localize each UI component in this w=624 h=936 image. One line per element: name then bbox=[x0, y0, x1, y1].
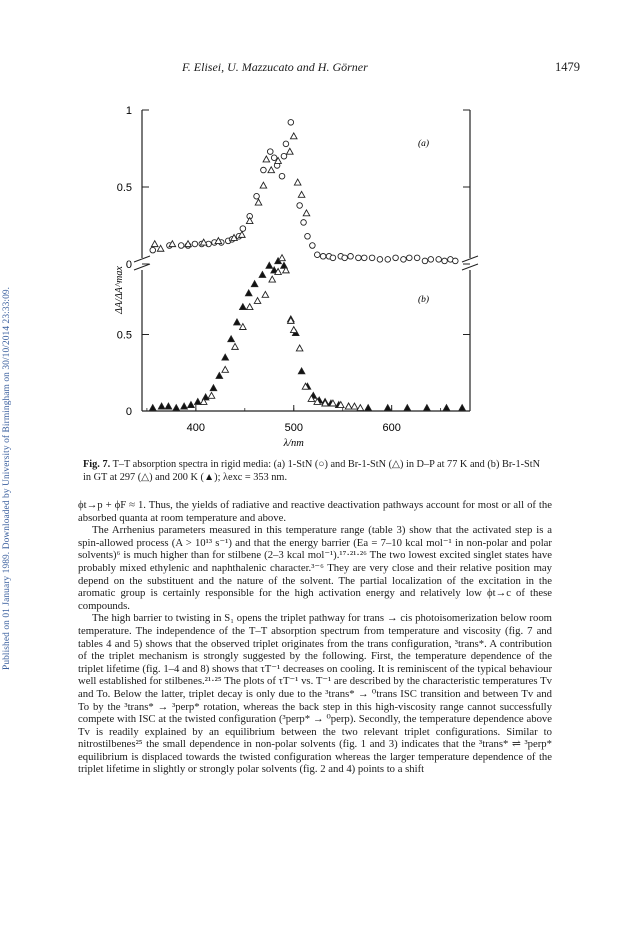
panel-label: (a) bbox=[418, 139, 430, 149]
circle-marker bbox=[377, 257, 383, 263]
filled-triangle-marker bbox=[216, 373, 223, 379]
x-axis-label: λ/nm bbox=[283, 438, 304, 449]
open-triangle-marker bbox=[232, 343, 239, 349]
circle-marker bbox=[406, 255, 412, 261]
paragraph: The Arrhenius parameters measured in this temperature range (table 3) show that the activated step is a spin-allowed process (A > 10¹³ s⁻¹) and that the energy barrier (Ea = 7–10 kcal mol⁻¹ in non-polar and polar solvents)⁶ is much higher than for stilbene (2–3 kcal mol⁻¹).¹⁷·²¹·²⁶ The two lowest excited singlet states have probably mixed ethylenic and naphthalenic character.³⁻⁶ They are very close and their relative position may depend on the substituent and the nature of the solvent. The partial localization of the excitation in the aromatic group is certainly responsible for the high activation energy and relatively low ϕt→c of these compounds. bbox=[78, 524, 552, 612]
open-triangle-marker bbox=[255, 199, 262, 205]
open-triangle-marker bbox=[279, 255, 286, 261]
open-triangle-marker bbox=[290, 133, 297, 139]
filled-triangle-marker bbox=[222, 354, 229, 360]
circle-marker bbox=[442, 258, 448, 264]
circle-marker bbox=[348, 253, 354, 259]
running-header-authors: F. Elisei, U. Mazzucato and H. Görner bbox=[182, 60, 368, 74]
circle-marker bbox=[320, 253, 326, 259]
circle-marker bbox=[305, 233, 311, 239]
y-tick-label: 0 bbox=[125, 406, 132, 418]
circle-marker bbox=[393, 255, 399, 261]
y-tick-label: 1 bbox=[125, 105, 132, 117]
filled-triangle-marker bbox=[245, 290, 252, 296]
circle-marker bbox=[436, 257, 442, 263]
open-triangle-marker bbox=[269, 276, 276, 282]
x-tick-label: 500 bbox=[284, 422, 303, 434]
filled-triangle-marker bbox=[240, 304, 247, 310]
filled-triangle-marker bbox=[404, 405, 411, 411]
filled-triangle-marker bbox=[259, 272, 266, 278]
open-triangle-marker bbox=[303, 210, 310, 216]
figure-7 bbox=[0, 0, 624, 460]
open-triangle-marker bbox=[240, 324, 247, 330]
circle-marker bbox=[281, 153, 287, 159]
open-triangle-marker bbox=[345, 403, 352, 409]
open-triangle-marker bbox=[296, 345, 303, 351]
filled-triangle-marker bbox=[251, 281, 258, 287]
open-triangle-marker bbox=[262, 291, 269, 297]
circle-marker bbox=[283, 141, 289, 147]
filled-triangle-marker bbox=[173, 405, 180, 411]
filled-triangle-marker bbox=[188, 402, 195, 408]
circle-marker bbox=[342, 255, 348, 261]
y-tick-label: 0.5 bbox=[116, 329, 132, 342]
y-tick-label: 0.5 bbox=[116, 182, 132, 194]
circle-marker bbox=[314, 252, 320, 258]
filled-triangle-marker bbox=[298, 368, 305, 374]
open-triangle-marker bbox=[298, 191, 305, 197]
paragraph: ϕt→p + ϕF ≈ 1. Thus, the yields of radiative and reactive deactivation pathways account for most or all of the absorbed quanta at room temperature and above. bbox=[78, 499, 552, 524]
axis-break-mark bbox=[462, 264, 478, 270]
circle-marker bbox=[453, 258, 459, 264]
open-triangle-marker bbox=[357, 405, 364, 411]
circle-marker bbox=[288, 120, 294, 126]
circle-marker bbox=[261, 167, 267, 173]
circle-marker bbox=[361, 255, 367, 261]
circle-marker bbox=[428, 257, 434, 263]
caption-label: Fig. 7. bbox=[83, 459, 111, 470]
circle-marker bbox=[422, 258, 428, 264]
filled-triangle-marker bbox=[158, 403, 165, 409]
open-triangle-marker bbox=[351, 403, 358, 409]
open-triangle-marker bbox=[294, 179, 301, 185]
circle-marker bbox=[271, 155, 277, 161]
body-text bbox=[78, 499, 552, 776]
filled-triangle-marker bbox=[210, 385, 217, 391]
open-triangle-marker bbox=[246, 304, 253, 310]
circle-marker bbox=[267, 149, 273, 155]
download-notice: Published on 01 January 1989. Downloaded by University of Birmingham on 30/10/2014 23:33:09. bbox=[2, 286, 12, 670]
circle-marker bbox=[279, 173, 285, 179]
circle-marker bbox=[401, 257, 407, 263]
panel-label: (b) bbox=[418, 295, 430, 305]
circle-marker bbox=[301, 220, 307, 226]
circle-marker bbox=[330, 255, 336, 261]
open-triangle-marker bbox=[260, 182, 267, 188]
circle-marker bbox=[192, 241, 198, 247]
circle-marker bbox=[369, 255, 375, 261]
filled-triangle-marker bbox=[165, 403, 172, 409]
filled-triangle-marker bbox=[195, 399, 202, 405]
circle-marker bbox=[297, 203, 303, 209]
circle-marker bbox=[385, 257, 391, 263]
figure-caption bbox=[83, 458, 543, 484]
circle-marker bbox=[414, 255, 420, 261]
y-axis-label: ΔA/ΔA^max bbox=[114, 266, 125, 314]
filled-triangle-marker bbox=[181, 403, 188, 409]
circle-marker bbox=[150, 247, 156, 253]
open-triangle-marker bbox=[222, 366, 229, 372]
caption-text: T–T absorption spectra in rigid media: (a) 1-StN (○) and Br-1-StN (△) in D–P at 77 K and (b) Br-1-StN in GT at 297 (△) and 200 K (▲); λexc = 353 nm. bbox=[83, 459, 541, 483]
filled-triangle-marker bbox=[459, 405, 466, 411]
filled-triangle-marker bbox=[228, 336, 235, 342]
filled-triangle-marker bbox=[365, 405, 372, 411]
filled-triangle-marker bbox=[266, 262, 273, 268]
filled-triangle-marker bbox=[443, 405, 450, 411]
open-triangle-marker bbox=[254, 298, 261, 304]
circle-marker bbox=[240, 226, 246, 232]
filled-triangle-marker bbox=[149, 405, 156, 411]
open-triangle-marker bbox=[268, 167, 275, 173]
filled-triangle-marker bbox=[384, 405, 391, 411]
x-tick-label: 600 bbox=[382, 422, 401, 434]
circle-marker bbox=[310, 243, 316, 249]
filled-triangle-marker bbox=[424, 405, 431, 411]
circle-marker bbox=[356, 255, 362, 261]
open-triangle-marker bbox=[151, 241, 158, 247]
x-tick-label: 400 bbox=[186, 422, 206, 434]
circle-marker bbox=[178, 243, 184, 249]
open-triangle-marker bbox=[263, 156, 270, 162]
y-tick-label: 0 bbox=[125, 259, 132, 271]
chart-marks bbox=[149, 120, 465, 411]
open-triangle-marker bbox=[287, 148, 294, 154]
page-number: 1479 bbox=[555, 60, 580, 74]
filled-triangle-marker bbox=[234, 319, 241, 325]
paragraph: The high barrier to twisting in S₁ opens the triplet pathway for trans → cis photoisomerization below room temperature. The independence of the T–T absorption spectrum from temperature and viscosity (fig. 7 and tables 4 and 5) shows that the observed triplet originates from the trans configuration, ³trans*. A contribution of the triplet mechanism is strongly suggested by the following. First, the temperature dependence of the triplet lifetime (fig. 1–4 and 8) shows that τT⁻¹ decreases on cooling. It is reminiscent of the typical behaviour well established for stilbenes.²¹·²⁵ The plots of τT⁻¹ vs. T⁻¹ are described by the characteristic temperatures Tv and To. Below the latter, triplet decay is only due to the ³trans* → ⁰trans ISC transition and between Tv and To by the ³trans* → ³perp* rotation, whereas the back step in this high-viscosity range cannot successfully compete with ISC at the twisted configuration (³perp* → ⁰perp). Secondly, the temperature dependence above Tv is readily explained by an equilibrium between the two relevant triplet configurations. Similar to nitrostilbenes²⁵ the small dependence in non-polar solvents (fig. 1 and 3) indicates that the ³trans* ⇌ ³perp* equilibrium is displaced towards the twisted configuration whereas the larger temperature dependence of the triplet lifetime in slightly or strongly polar solvents (fig. 2 and 4) points to a shift bbox=[78, 612, 552, 776]
axis-break-mark bbox=[134, 264, 150, 270]
open-triangle-marker bbox=[208, 392, 215, 398]
